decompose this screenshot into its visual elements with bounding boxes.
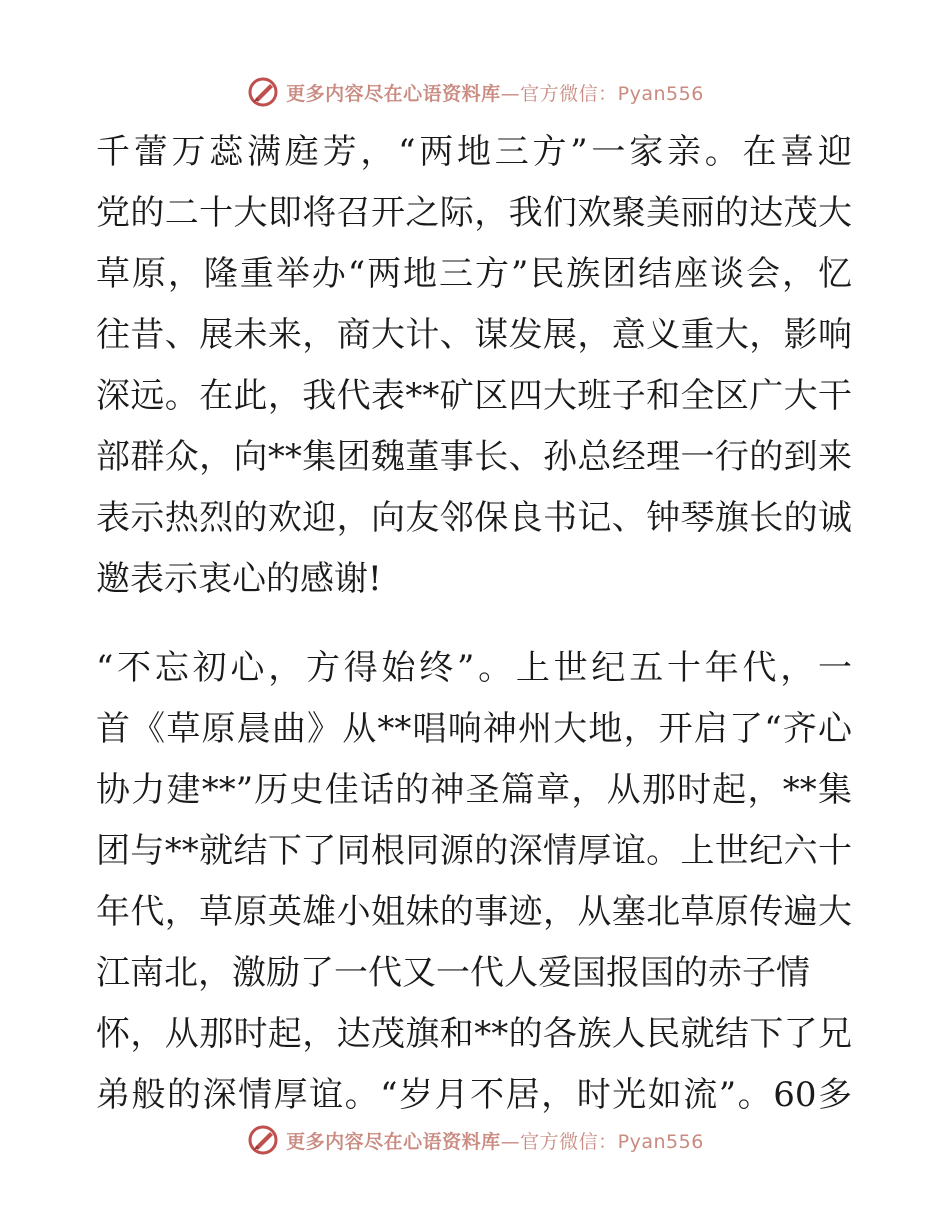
paragraph-1 bbox=[96, 122, 852, 610]
text-line: 弟般的深情厚谊。“岁月不居，时光如流”。60多 bbox=[96, 1075, 852, 1115]
brand-logo-icon bbox=[246, 75, 280, 109]
watermark-text bbox=[286, 1127, 704, 1154]
text-line: 年代，草原英雄小姐妹的事迹，从塞北草原传遍大 bbox=[96, 892, 852, 932]
text-line: 怀，从那时起，达茂旗和**的各族人民就结下了兄 bbox=[96, 1014, 852, 1054]
document-body bbox=[96, 122, 852, 1126]
watermark-contact: —官方微信：Pyan556 bbox=[500, 1130, 704, 1153]
text-line: “不忘初心，方得始终”。上世纪五十年代，一 bbox=[96, 648, 852, 688]
text-line: 千蕾万蕊满庭芳，“两地三方”一家亲。在喜迎 bbox=[96, 132, 852, 172]
text-line: 深远。在此，我代表**矿区四大班子和全区广大干 bbox=[96, 376, 852, 416]
footer-watermark bbox=[0, 1120, 950, 1160]
watermark-contact: —官方微信：Pyan556 bbox=[500, 82, 704, 105]
text-line: 团与**就结下了同根同源的深情厚谊。上世纪六十 bbox=[96, 831, 852, 871]
text-line: 邀表示衷心的感谢! bbox=[96, 559, 382, 599]
header-watermark bbox=[0, 72, 950, 112]
text-line: 表示热烈的欢迎，向友邻保良书记、钟琴旗长的诚 bbox=[96, 498, 852, 538]
text-line: 首《草原晨曲》从**唱响神州大地，开启了“齐心 bbox=[96, 709, 852, 749]
text-line: 党的二十大即将召开之际，我们欢聚美丽的达茂大 bbox=[96, 193, 852, 233]
text-line: 草原，隆重举办“两地三方”民族团结座谈会，忆 bbox=[96, 254, 852, 294]
text-line: 协力建**”历史佳话的神圣篇章，从那时起，**集 bbox=[96, 770, 852, 810]
watermark-text bbox=[286, 79, 704, 106]
watermark-brand: 更多内容尽在心语资料库 bbox=[286, 82, 501, 105]
watermark-brand: 更多内容尽在心语资料库 bbox=[286, 1130, 501, 1153]
text-line: 往昔、展未来，商大计、谋发展，意义重大，影响 bbox=[96, 315, 852, 355]
text-line: 江南北，激励了一代又一代人爱国报国的赤子情 bbox=[96, 953, 810, 993]
brand-logo-icon bbox=[246, 1123, 280, 1157]
text-line: 部群众，向**集团魏董事长、孙总经理一行的到来 bbox=[96, 437, 852, 477]
paragraph-2 bbox=[96, 638, 852, 1126]
paragraph-spacer bbox=[96, 610, 852, 638]
